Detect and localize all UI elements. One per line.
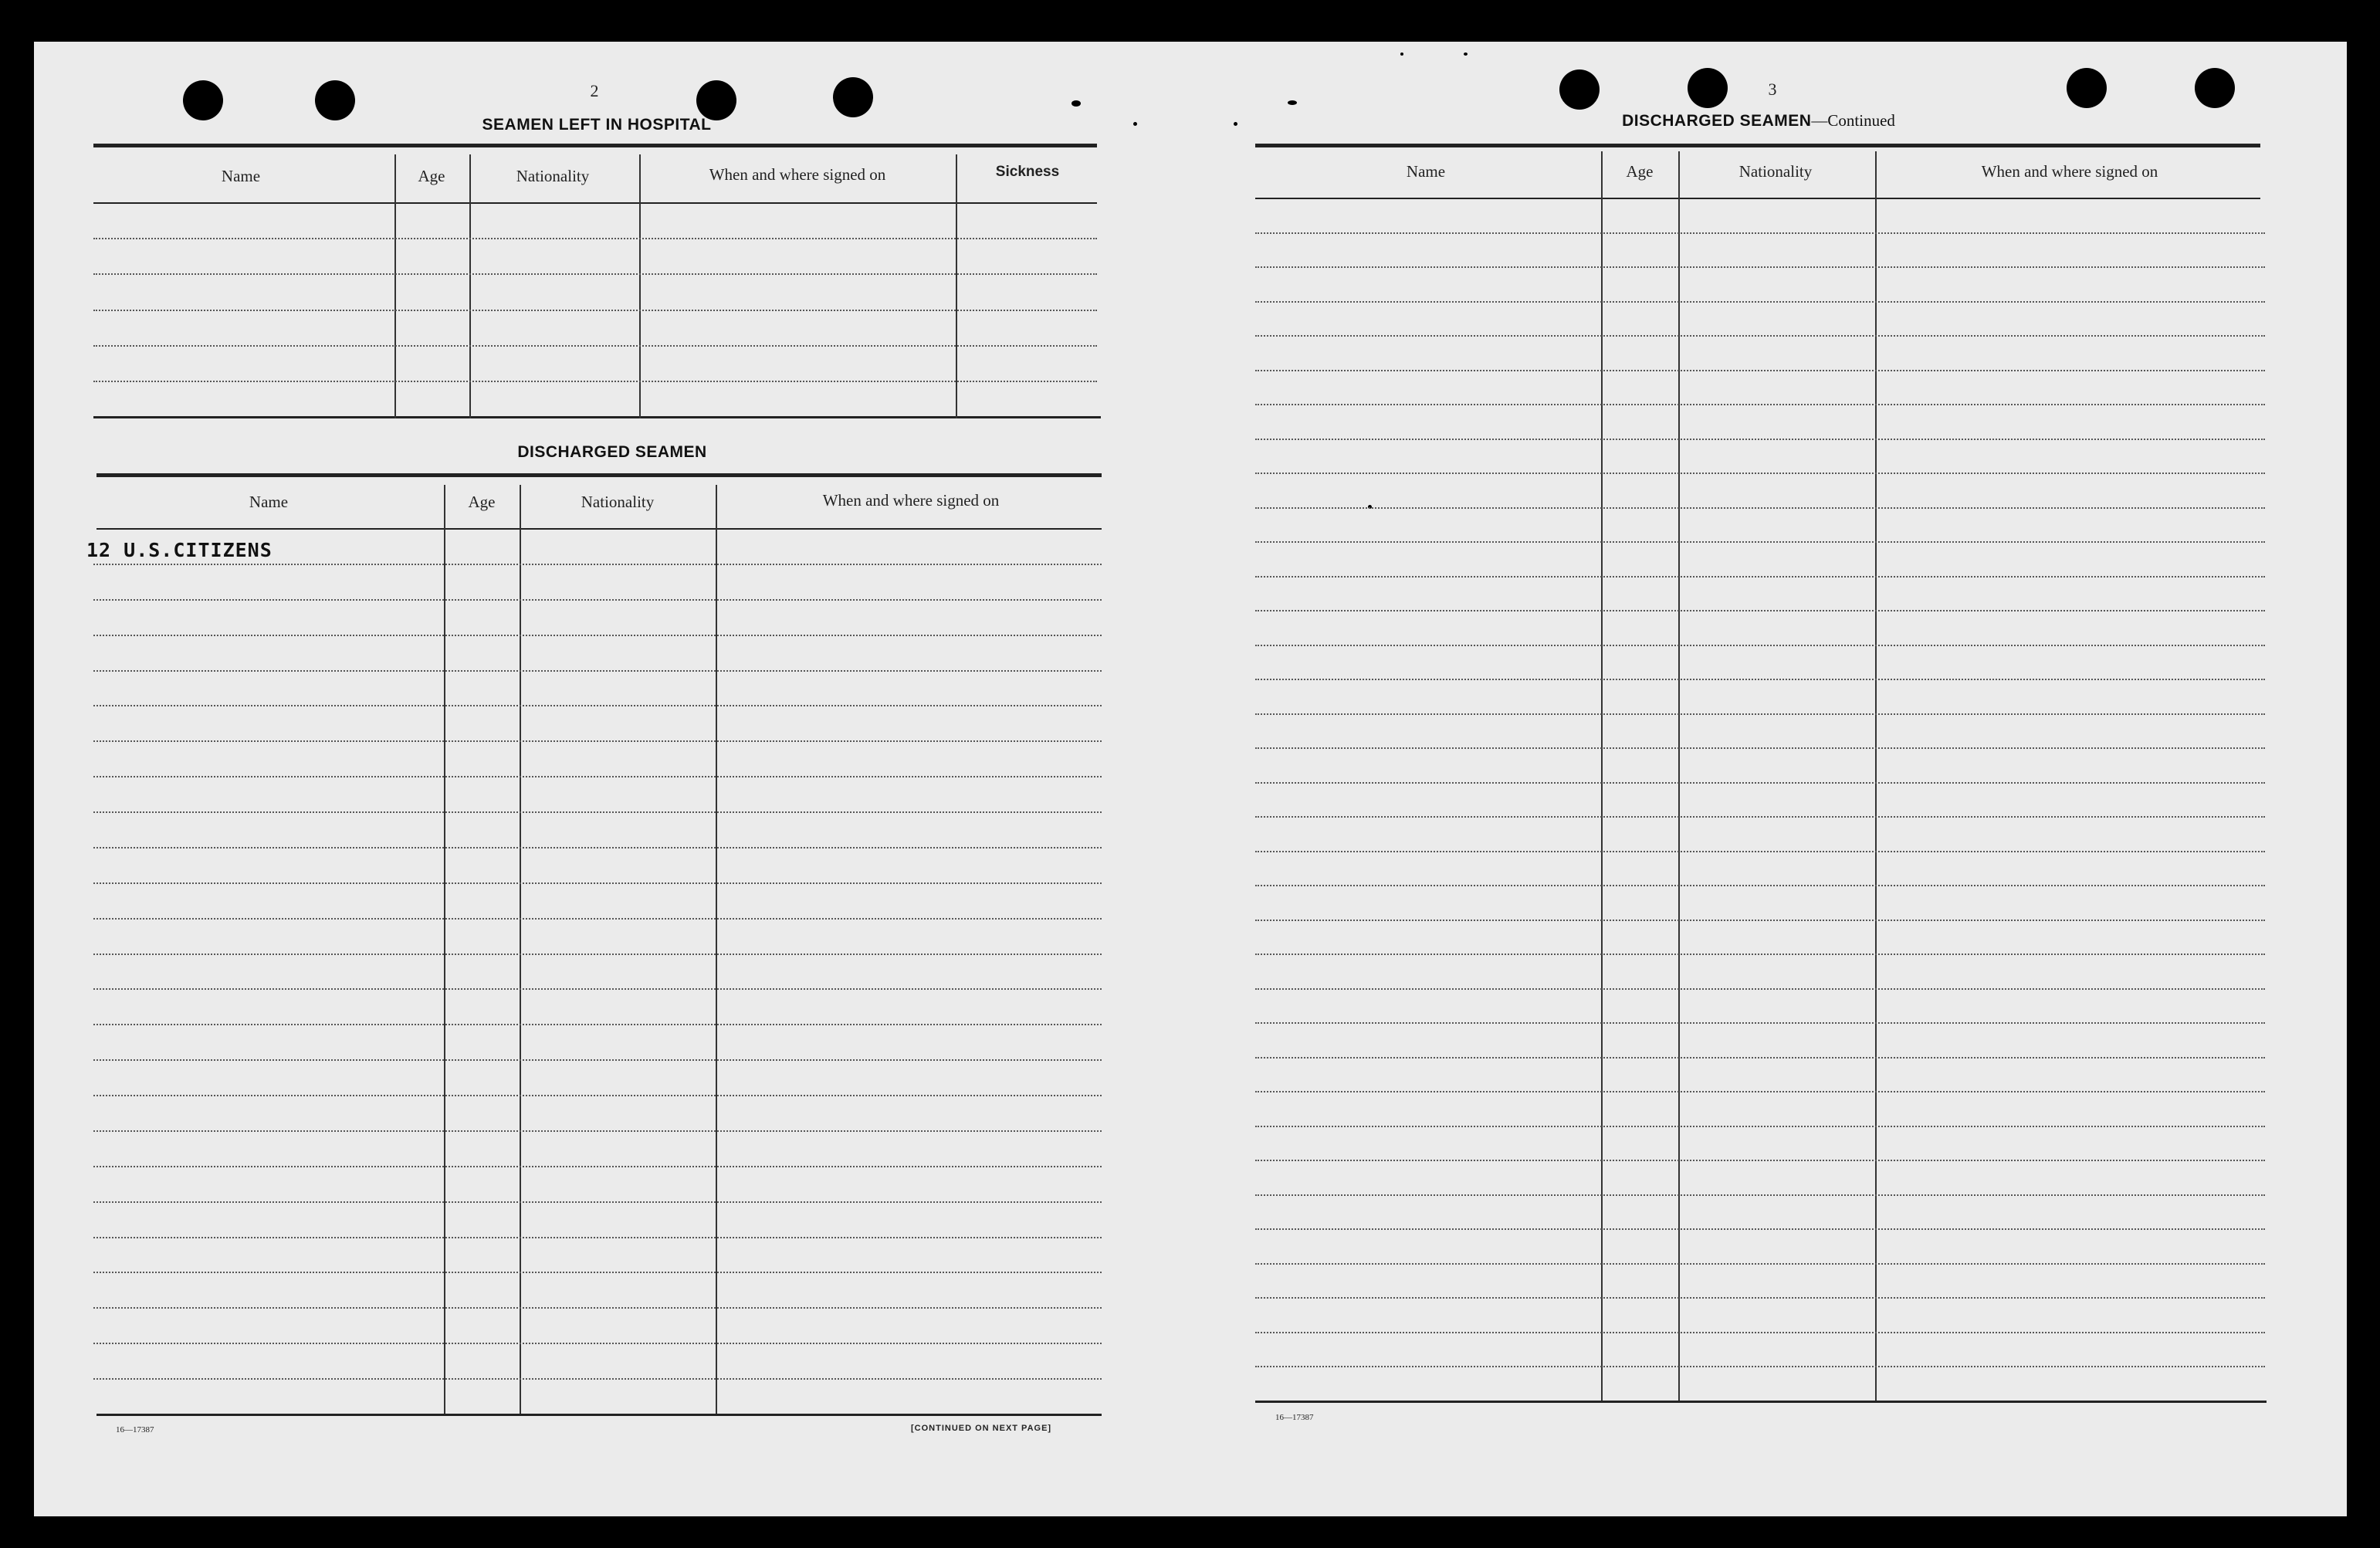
continued-note: [CONTINUED ON NEXT PAGE] <box>911 1424 1052 1433</box>
table-rule <box>93 416 1101 418</box>
column-divider <box>956 154 957 418</box>
ink-speck <box>1234 122 1237 126</box>
table-rule <box>1255 198 2260 199</box>
table-row <box>93 1378 1102 1380</box>
punch-hole <box>696 80 736 120</box>
table-row <box>93 1343 1102 1344</box>
column-divider <box>394 154 396 418</box>
table-row <box>1255 1366 2265 1367</box>
table-row <box>93 811 1102 813</box>
table-rule <box>1255 144 2260 147</box>
table-row <box>93 670 1102 672</box>
page-number-right: 3 <box>1768 80 1777 99</box>
column-header-signed-on: When and where signed on <box>709 165 886 184</box>
column-header-nationality: Nationality <box>1738 162 1813 181</box>
punch-hole <box>2067 68 2107 108</box>
table-row <box>1255 816 2265 818</box>
column-divider <box>1875 151 1877 1401</box>
column-header-age: Age <box>468 493 496 511</box>
table-row <box>93 740 1102 742</box>
table-row <box>1255 1022 2265 1024</box>
table-row <box>93 1095 1102 1096</box>
punch-hole <box>833 77 873 117</box>
section-title-suffix: —Continued <box>1811 111 1895 130</box>
table-row <box>93 1130 1102 1132</box>
section-title-discharged: DISCHARGED SEAMEN <box>517 443 707 461</box>
table-row <box>93 918 1102 920</box>
column-header-age: Age <box>1626 162 1654 181</box>
table-row <box>93 847 1102 849</box>
table-rule <box>96 473 1102 477</box>
table-row <box>93 564 1102 565</box>
form-number: 16—17387 <box>1275 1413 1314 1422</box>
table-row <box>1255 954 2265 955</box>
table-row <box>1255 1160 2265 1161</box>
table-row <box>93 1307 1102 1309</box>
table-row <box>1255 610 2265 611</box>
table-row <box>1255 920 2265 921</box>
punch-hole <box>2195 68 2235 108</box>
table-row <box>93 381 1097 382</box>
column-divider <box>639 154 641 418</box>
table-row <box>1255 1228 2265 1230</box>
table-row <box>93 1237 1102 1238</box>
section-title-hospital: SEAMEN LEFT IN HOSPITAL <box>482 116 712 134</box>
table-row <box>1255 1126 2265 1127</box>
table-row <box>93 599 1102 601</box>
punch-hole <box>183 80 223 120</box>
table-row <box>1255 370 2265 371</box>
table-row <box>1255 301 2265 303</box>
table-row <box>1255 885 2265 886</box>
table-row <box>1255 988 2265 990</box>
column-header-sickness: Sickness <box>995 164 1060 180</box>
table-row <box>1255 1263 2265 1265</box>
table-rule <box>96 1414 1102 1416</box>
section-title-text: DISCHARGED SEAMEN <box>1622 112 1812 130</box>
table-row <box>1255 1332 2265 1333</box>
table-row <box>93 776 1102 777</box>
table-row <box>93 273 1097 275</box>
table-row <box>1255 645 2265 646</box>
ink-speck <box>1133 122 1137 126</box>
column-header-age: Age <box>418 167 445 185</box>
table-row <box>1255 335 2265 337</box>
table-row <box>1255 404 2265 405</box>
column-header-name: Name <box>221 167 261 185</box>
table-row <box>1255 713 2265 715</box>
table-rule <box>96 528 1102 530</box>
table-row <box>93 988 1102 990</box>
table-row <box>1255 507 2265 509</box>
table-row <box>93 1059 1102 1061</box>
punch-hole <box>1688 68 1728 108</box>
column-divider <box>1678 151 1680 1401</box>
column-header-signed-on: When and where signed on <box>1981 162 2158 181</box>
table-rule <box>1255 1401 2267 1403</box>
form-sheet <box>34 42 2347 1516</box>
column-divider <box>469 154 471 418</box>
table-row <box>1255 439 2265 440</box>
column-header-signed-on: When and where signed on <box>822 491 1000 510</box>
table-row <box>1255 473 2265 474</box>
page-number-left: 2 <box>590 81 599 100</box>
table-row <box>1255 541 2265 543</box>
section-title-discharged-continued <box>1622 111 1895 130</box>
ink-speck <box>1464 53 1468 56</box>
ink-speck <box>1072 100 1081 107</box>
table-row <box>1255 1057 2265 1059</box>
column-divider <box>444 485 445 1414</box>
column-header-nationality: Nationality <box>581 493 655 511</box>
table-row <box>1255 232 2265 234</box>
ink-speck <box>1288 100 1297 105</box>
table-row <box>93 345 1097 347</box>
table-row <box>1255 576 2265 578</box>
table-row <box>1255 782 2265 784</box>
column-header-name: Name <box>249 493 289 511</box>
punch-hole <box>315 80 355 120</box>
form-number: 16—17387 <box>116 1425 154 1435</box>
table-row <box>93 1166 1102 1167</box>
table-row <box>1255 679 2265 680</box>
table-rule <box>93 144 1097 147</box>
table-row <box>93 1201 1102 1203</box>
column-divider <box>716 485 717 1414</box>
table-row <box>93 238 1097 239</box>
table-row <box>93 635 1102 636</box>
table-row <box>1255 1194 2265 1196</box>
table-row <box>1255 266 2265 268</box>
column-divider <box>520 485 521 1414</box>
column-header-name: Name <box>1406 162 1446 181</box>
ink-speck <box>1400 53 1403 56</box>
column-header-nationality: Nationality <box>516 167 590 185</box>
column-divider <box>1601 151 1603 1401</box>
table-row <box>93 954 1102 955</box>
table-row <box>1255 851 2265 852</box>
table-row <box>1255 1091 2265 1092</box>
table-row <box>1255 1297 2265 1299</box>
table-row <box>93 1272 1102 1273</box>
table-row <box>93 882 1102 884</box>
table-row <box>93 1024 1102 1025</box>
table-row <box>1255 747 2265 749</box>
table-rule <box>93 202 1097 204</box>
table-row <box>93 705 1102 706</box>
punch-hole <box>1559 69 1600 110</box>
table-row <box>93 310 1097 311</box>
typed-entry: 12 U.S.CITIZENS <box>86 539 273 561</box>
